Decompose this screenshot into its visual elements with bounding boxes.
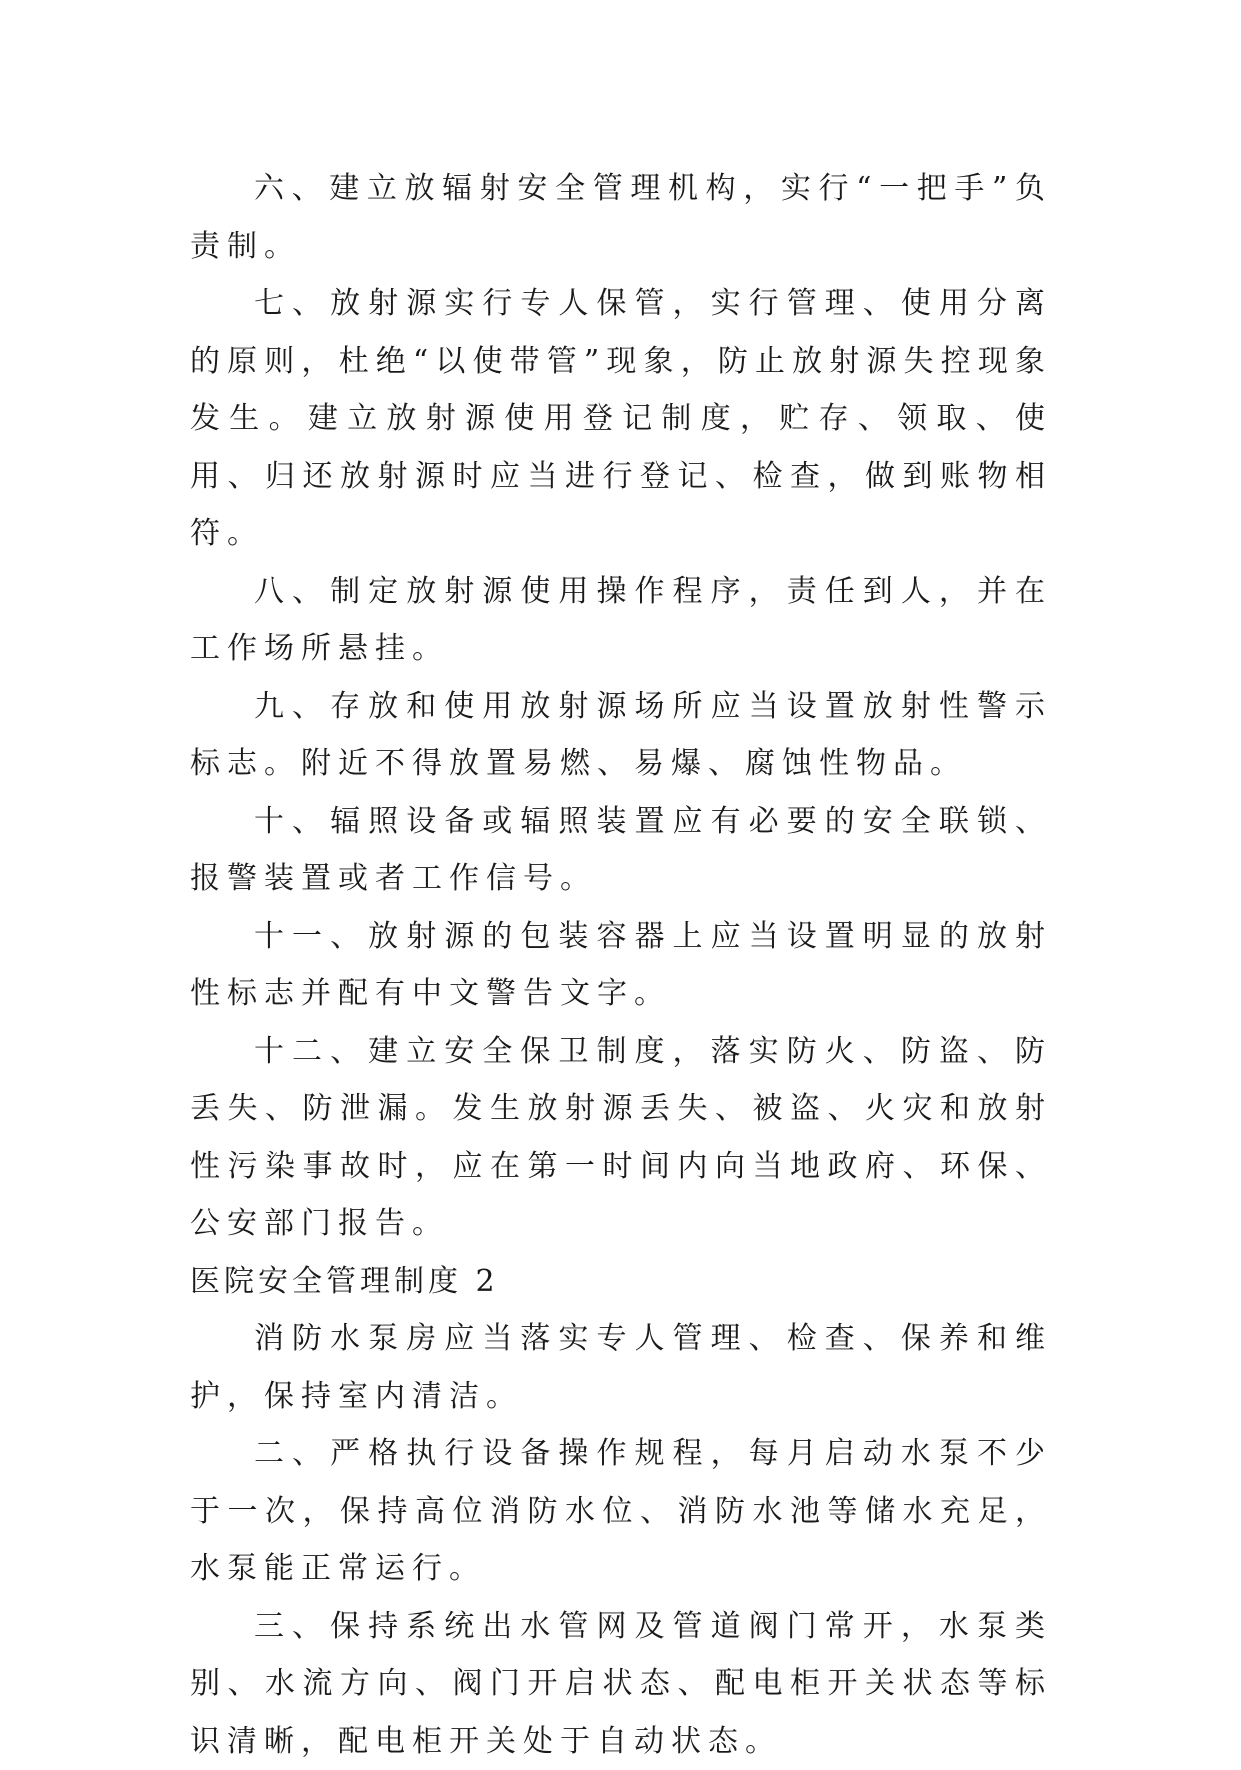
paragraph-7: 七、放射源实行专人保管，实行管理、使用分离的原则，杜绝“以使带管”现象，防止放射源失控现象发生。建立放射源使用登记制度，贮存、领取、使用、归还放射源时应当进行登记、检查，做到账物相符。 [190,275,1052,563]
paragraph-12: 十二、建立安全保卫制度，落实防火、防盗、防丢失、防泄漏。发生放射源丢失、被盗、火灾和放射性污染事故时，应在第一时间内向当地政府、环保、公安部门报告。 [190,1023,1052,1253]
paragraph-11: 十一、放射源的包装容器上应当设置明显的放射性标志并配有中文警告文字。 [190,908,1052,1023]
section-heading: 医院安全管理制度 2 [190,1253,1052,1311]
section-paragraph-3: 三、保持系统出水管网及管道阀门常开，水泵类别、水流方向、阀门开启状态、配电柜开关状态等标识清晰，配电柜开关处于自动状态。 [190,1598,1052,1770]
paragraph-6: 六、建立放辐射安全管理机构，实行“一把手”负责制。 [190,160,1052,275]
paragraph-8: 八、制定放射源使用操作程序，责任到人，并在工作场所悬挂。 [190,563,1052,678]
section-paragraph-1: 消防水泵房应当落实专人管理、检查、保养和维护，保持室内清洁。 [190,1310,1052,1425]
document-page [190,160,1052,1770]
section-paragraph-2: 二、严格执行设备操作规程，每月启动水泵不少于一次，保持高位消防水位、消防水池等储水充足，水泵能正常运行。 [190,1425,1052,1598]
paragraph-9: 九、存放和使用放射源场所应当设置放射性警示标志。附近不得放置易燃、易爆、腐蚀性物品。 [190,678,1052,793]
paragraph-10: 十、辐照设备或辐照装置应有必要的安全联锁、报警装置或者工作信号。 [190,793,1052,908]
